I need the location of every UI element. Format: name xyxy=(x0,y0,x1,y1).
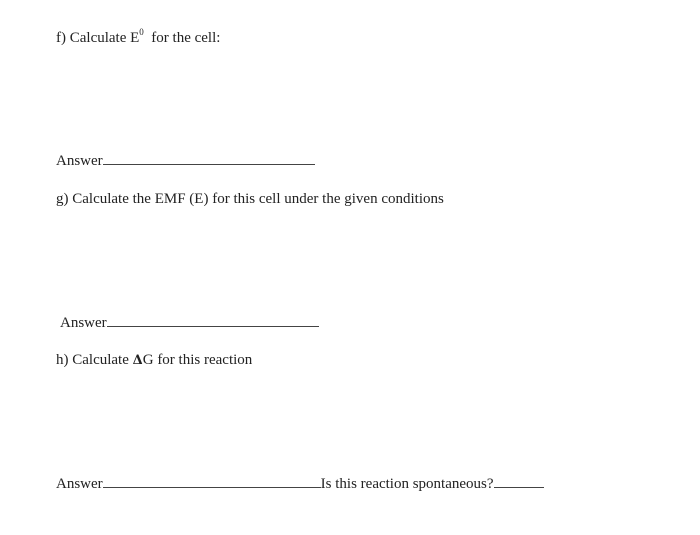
answer-row-h xyxy=(56,473,544,493)
answer-row-g xyxy=(60,312,319,332)
answer-blank-h[interactable] xyxy=(103,473,321,488)
answer-row-f xyxy=(56,150,315,170)
answer-blank-g[interactable] xyxy=(107,312,319,327)
question-h xyxy=(56,351,252,370)
delta-symbol: Δ xyxy=(132,353,143,368)
standard-state-superscript: 0 xyxy=(139,27,144,37)
spontaneous-blank[interactable] xyxy=(494,473,544,488)
question-g-text: g) Calculate the EMF (E) for this cell under the given conditions xyxy=(56,191,444,207)
question-f-suffix: for the cell: xyxy=(147,30,221,46)
answer-label-f: Answer xyxy=(56,153,103,169)
answer-label-g: Answer xyxy=(60,315,107,331)
question-f-prefix: f) Calculate E xyxy=(56,30,140,46)
question-h-prefix: h) Calculate xyxy=(56,352,133,368)
question-g xyxy=(56,190,444,208)
answer-blank-f[interactable] xyxy=(103,150,315,165)
answer-label-h: Answer xyxy=(56,476,103,492)
spontaneous-question: Is this reaction spontaneous? xyxy=(320,476,494,492)
question-f xyxy=(56,29,220,47)
question-h-suffix: G for this reaction xyxy=(142,352,253,368)
